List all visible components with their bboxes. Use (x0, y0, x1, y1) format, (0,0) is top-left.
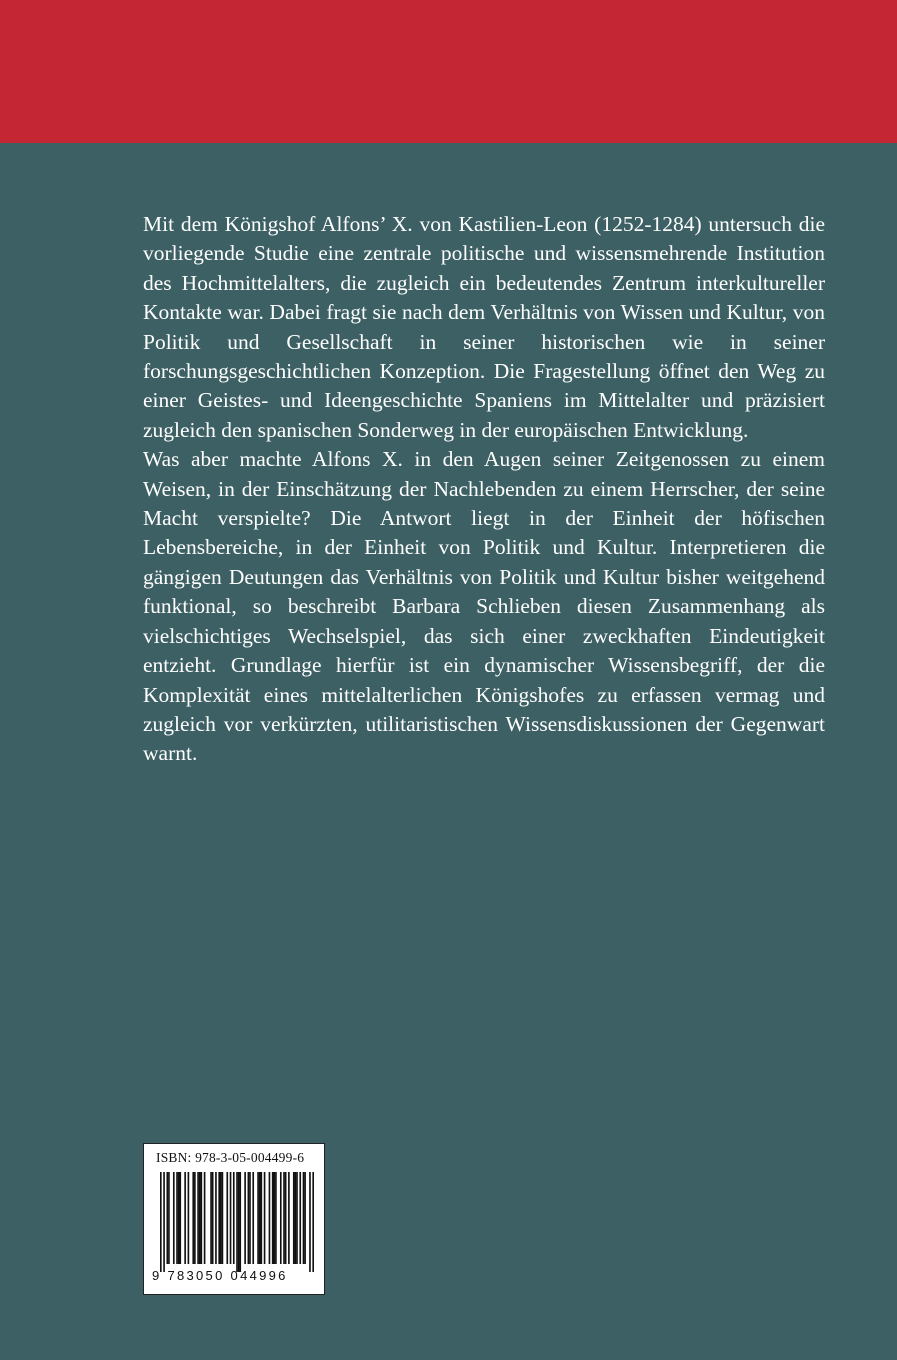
blurb-paragraph-2: Was aber machte Alfons X. in den Augen seiner Zeitgenossen zu einem Weisen, in der Einschätzung der Nachlebenden zu einem Herrscher, der seine Macht verspielte? Die Antwort liegt in der Einheit der höfischen Lebensbereiche, in der Einheit von Politik und Kultur. Interpretieren die gängigen Deutungen das Verhältnis von Politik und Kultur bisher weitgehend funktional, so beschreibt Barbara Schlieben diesen Zusammenhang als vielschichtiges Wechselspiel, das sich einer zweckhaften Eindeutigkeit entzieht. Grundlage hierfür ist ein dynamischer Wissensbegriff, der die Komplexität eines mittelalterlichen Königshofes zu erfassen vermag und zugleich vor verkürzten, utilitaristischen Wissensdiskussionen der Gegenwart warnt. (143, 447, 825, 766)
isbn-label: ISBN: 978-3-05-004499-6 (156, 1150, 305, 1165)
barcode-bar (160, 1172, 162, 1272)
barcode-bar (178, 1172, 180, 1264)
barcode-bar (280, 1172, 282, 1264)
barcode-bar (312, 1172, 314, 1272)
isbn-barcode-box (143, 1143, 325, 1295)
barcode-bar (304, 1172, 306, 1264)
barcode-bar (197, 1172, 199, 1264)
barcode-bar (233, 1172, 235, 1264)
blurb-paragraph-1: Mit dem Königshof Alfons’ X. von Kastilien-Leon (1252-1284) untersuch die vorliegende Studie eine zentrale politische und wissensmehrende Institution des Hochmittelalters, die zugleich ein bedeutendes Zentrum interkultureller Kontakte war. Dabei fragt sie nach dem Verhältnis von Wissen und Kultur, von Politik und Gesellschaft in seiner historischen wie in seiner forschungsgeschichtlichen Konzeption. Die Fragestellung öffnet den Weg zu einer Geistes- und Ideengeschichte Spaniens im Mittelalter und präzisiert zugleich den spanischen Sonderweg in der europäischen Entwicklung. (143, 212, 825, 442)
barcode-bar (275, 1172, 277, 1264)
barcode-bar (215, 1172, 217, 1264)
barcode-bar (212, 1172, 214, 1264)
barcode-digits: 9 783050 044996 (152, 1268, 288, 1283)
barcode-bar (261, 1172, 263, 1264)
barcode-bar (176, 1172, 178, 1264)
barcode-bar (218, 1172, 220, 1264)
barcode-bar (259, 1172, 261, 1264)
barcode-bar (272, 1172, 274, 1264)
barcode-bar (226, 1172, 228, 1264)
barcode-image (160, 1172, 314, 1272)
barcode-bar (295, 1172, 297, 1264)
barcode-bar (188, 1172, 190, 1264)
barcode-bar (264, 1172, 266, 1264)
barcode-bar (239, 1172, 241, 1272)
barcode-bar (210, 1172, 212, 1264)
top-red-band (0, 0, 897, 143)
barcode-bar (244, 1172, 246, 1264)
barcode-bar (248, 1172, 250, 1264)
barcode-bar (199, 1172, 201, 1264)
barcode-bar (285, 1172, 287, 1264)
barcode-bar (252, 1172, 254, 1264)
barcode-bar (288, 1172, 290, 1264)
barcode-bar (194, 1172, 196, 1264)
barcode-bar (236, 1172, 238, 1272)
back-cover-blurb (143, 210, 825, 769)
barcode-bar (238, 1172, 240, 1272)
barcode-bar (220, 1172, 222, 1264)
barcode-bar (166, 1172, 168, 1264)
barcode-bar (184, 1172, 186, 1264)
barcode-bar (204, 1172, 206, 1264)
barcode-bar (168, 1172, 170, 1264)
barcode-bar (296, 1172, 298, 1264)
barcode-bar (269, 1172, 271, 1264)
barcode-bar (293, 1172, 295, 1264)
barcode-bar (201, 1172, 203, 1264)
barcode-bar (179, 1172, 181, 1264)
barcode-bar (273, 1172, 275, 1264)
barcode-bar (192, 1172, 194, 1264)
barcode-bar (230, 1172, 232, 1264)
barcode-bar (309, 1172, 311, 1272)
barcode-bar (283, 1172, 285, 1264)
barcode-bar (173, 1172, 175, 1264)
barcode-bar (163, 1172, 165, 1272)
barcode-bar (222, 1172, 224, 1264)
barcode-bar (257, 1172, 259, 1264)
barcode-bar (249, 1172, 251, 1264)
barcode-bar (303, 1172, 305, 1264)
barcode-bar (299, 1172, 301, 1264)
